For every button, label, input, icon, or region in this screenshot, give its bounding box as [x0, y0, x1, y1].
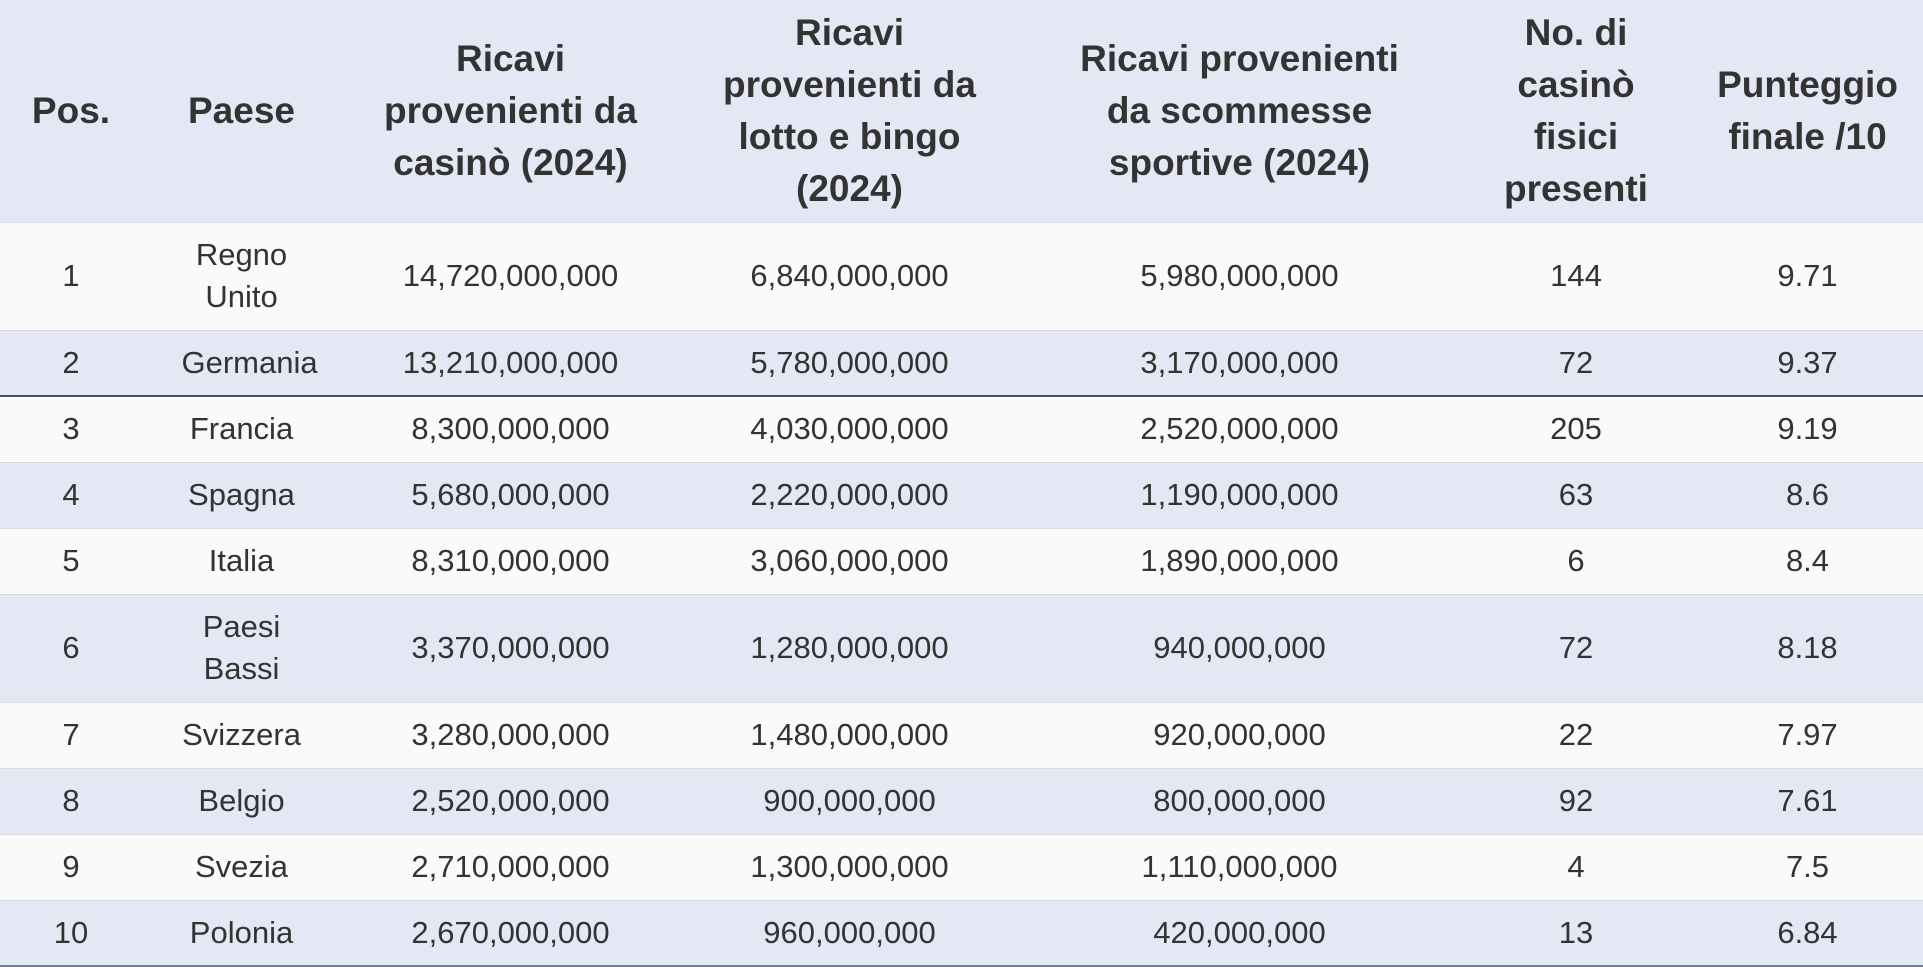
- cell-lotto-bingo-revenue: 6,840,000,000: [680, 222, 1019, 330]
- cell-paese-label: Germania: [181, 344, 318, 380]
- cell-pos: 10: [0, 900, 142, 966]
- cell-physical-casinos: 6: [1460, 528, 1692, 594]
- cell-paese-label: Francia: [189, 411, 294, 447]
- cell-paese-label: Svezia: [194, 849, 289, 884]
- cell-casino-revenue: 3,280,000,000: [341, 702, 680, 768]
- table-row: [0, 396, 1923, 462]
- cell-final-score: 7.61: [1692, 768, 1923, 834]
- cell-final-score: 7.5: [1692, 834, 1923, 900]
- cell-final-score: 7.97: [1692, 702, 1923, 768]
- table-row: [0, 768, 1923, 834]
- cell-final-score: 9.37: [1692, 330, 1923, 396]
- cell-physical-casinos: 144: [1460, 222, 1692, 330]
- cell-lotto-bingo-revenue: 960,000,000: [680, 900, 1019, 966]
- cell-pos: 9: [0, 834, 142, 900]
- header-sports-betting-revenue[interactable]: [1019, 0, 1460, 222]
- header-lotto-bingo-revenue-label: Ricavi provenienti da lotto e bingo (2024): [723, 11, 976, 209]
- cell-paese-label: Regno Unito: [195, 237, 288, 314]
- cell-lotto-bingo-revenue: 2,220,000,000: [680, 462, 1019, 528]
- cell-sports-betting-revenue: 3,170,000,000: [1019, 330, 1460, 396]
- cell-physical-casinos: 72: [1460, 594, 1692, 702]
- cell-sports-betting-revenue: 1,190,000,000: [1019, 462, 1460, 528]
- cell-final-score: 8.18: [1692, 594, 1923, 702]
- cell-casino-revenue: 2,520,000,000: [341, 768, 680, 834]
- cell-paese-label: Belgio: [198, 783, 285, 818]
- cell-final-score: 9.71: [1692, 222, 1923, 330]
- cell-casino-revenue: 5,680,000,000: [341, 462, 680, 528]
- header-paese-label: Paese: [188, 89, 295, 131]
- table-header: [0, 0, 1923, 222]
- header-pos-label: Pos.: [31, 89, 111, 131]
- header-physical-casinos-label: No. di casinò fisici presenti: [1504, 11, 1648, 209]
- cell-casino-revenue: 2,670,000,000: [341, 900, 680, 966]
- header-lotto-bingo-revenue[interactable]: [680, 0, 1019, 222]
- cell-casino-revenue: 13,210,000,000: [341, 330, 680, 396]
- cell-paese: [142, 462, 341, 528]
- cell-paese: [142, 702, 341, 768]
- cell-sports-betting-revenue: 920,000,000: [1019, 702, 1460, 768]
- header-final-score[interactable]: [1692, 0, 1923, 222]
- cell-paese-label: Polonia: [189, 914, 294, 950]
- cell-physical-casinos: 205: [1460, 396, 1692, 462]
- cell-pos: 8: [0, 768, 142, 834]
- cell-physical-casinos: 13: [1460, 900, 1692, 966]
- cell-physical-casinos: 22: [1460, 702, 1692, 768]
- cell-final-score: 9.19: [1692, 396, 1923, 462]
- header-pos[interactable]: [0, 0, 142, 222]
- cell-casino-revenue: 2,710,000,000: [341, 834, 680, 900]
- cell-casino-revenue: 14,720,000,000: [341, 222, 680, 330]
- cell-lotto-bingo-revenue: 900,000,000: [680, 768, 1019, 834]
- cell-paese-label: Paesi Bassi: [202, 609, 281, 686]
- cell-casino-revenue: 8,310,000,000: [341, 528, 680, 594]
- table-row: [0, 594, 1923, 702]
- cell-pos: 6: [0, 594, 142, 702]
- cell-paese: [142, 330, 341, 396]
- cell-physical-casinos: 63: [1460, 462, 1692, 528]
- table-row: [0, 528, 1923, 594]
- cell-paese: [142, 594, 341, 702]
- cell-sports-betting-revenue: 2,520,000,000: [1019, 396, 1460, 462]
- cell-paese: [142, 528, 341, 594]
- cell-paese: [142, 900, 341, 966]
- cell-lotto-bingo-revenue: 4,030,000,000: [680, 396, 1019, 462]
- table-body: [0, 222, 1923, 966]
- cell-sports-betting-revenue: 940,000,000: [1019, 594, 1460, 702]
- cell-physical-casinos: 72: [1460, 330, 1692, 396]
- header-physical-casinos[interactable]: [1460, 0, 1692, 222]
- cell-pos: 1: [0, 222, 142, 330]
- table-row: [0, 900, 1923, 966]
- cell-pos: 3: [0, 396, 142, 462]
- table-row: [0, 702, 1923, 768]
- cell-sports-betting-revenue: 1,890,000,000: [1019, 528, 1460, 594]
- cell-sports-betting-revenue: 420,000,000: [1019, 900, 1460, 966]
- cell-paese: [142, 834, 341, 900]
- header-casino-revenue-label: Ricavi provenienti da casinò (2024): [384, 37, 637, 183]
- table-row: [0, 330, 1923, 396]
- cell-paese-label: Spagna: [188, 477, 295, 512]
- cell-paese-label: Italia: [208, 543, 275, 578]
- cell-final-score: 6.84: [1692, 900, 1923, 966]
- cell-pos: 4: [0, 462, 142, 528]
- cell-pos: 5: [0, 528, 142, 594]
- cell-lotto-bingo-revenue: 3,060,000,000: [680, 528, 1019, 594]
- cell-paese-label: Svizzera: [182, 717, 301, 752]
- cell-paese: [142, 768, 341, 834]
- header-paese[interactable]: [142, 0, 341, 222]
- table-row: [0, 462, 1923, 528]
- cell-lotto-bingo-revenue: 1,300,000,000: [680, 834, 1019, 900]
- cell-paese: [142, 222, 341, 330]
- cell-physical-casinos: 92: [1460, 768, 1692, 834]
- header-final-score-label: Punteggio finale /10: [1717, 63, 1898, 157]
- cell-physical-casinos: 4: [1460, 834, 1692, 900]
- header-row: [0, 0, 1923, 222]
- cell-lotto-bingo-revenue: 5,780,000,000: [680, 330, 1019, 396]
- cell-sports-betting-revenue: 5,980,000,000: [1019, 222, 1460, 330]
- cell-sports-betting-revenue: 800,000,000: [1019, 768, 1460, 834]
- cell-final-score: 8.4: [1692, 528, 1923, 594]
- cell-casino-revenue: 8,300,000,000: [341, 396, 680, 462]
- cell-lotto-bingo-revenue: 1,480,000,000: [680, 702, 1019, 768]
- cell-sports-betting-revenue: 1,110,000,000: [1019, 834, 1460, 900]
- cell-pos: 2: [0, 330, 142, 396]
- cell-pos: 7: [0, 702, 142, 768]
- table-row: [0, 834, 1923, 900]
- cell-paese: [142, 396, 341, 462]
- table-row: [0, 222, 1923, 330]
- header-sports-betting-revenue-label: Ricavi provenienti da scommesse sportive (2024): [1080, 37, 1399, 183]
- cell-lotto-bingo-revenue: 1,280,000,000: [680, 594, 1019, 702]
- header-casino-revenue[interactable]: [341, 0, 680, 222]
- cell-casino-revenue: 3,370,000,000: [341, 594, 680, 702]
- cell-final-score: 8.6: [1692, 462, 1923, 528]
